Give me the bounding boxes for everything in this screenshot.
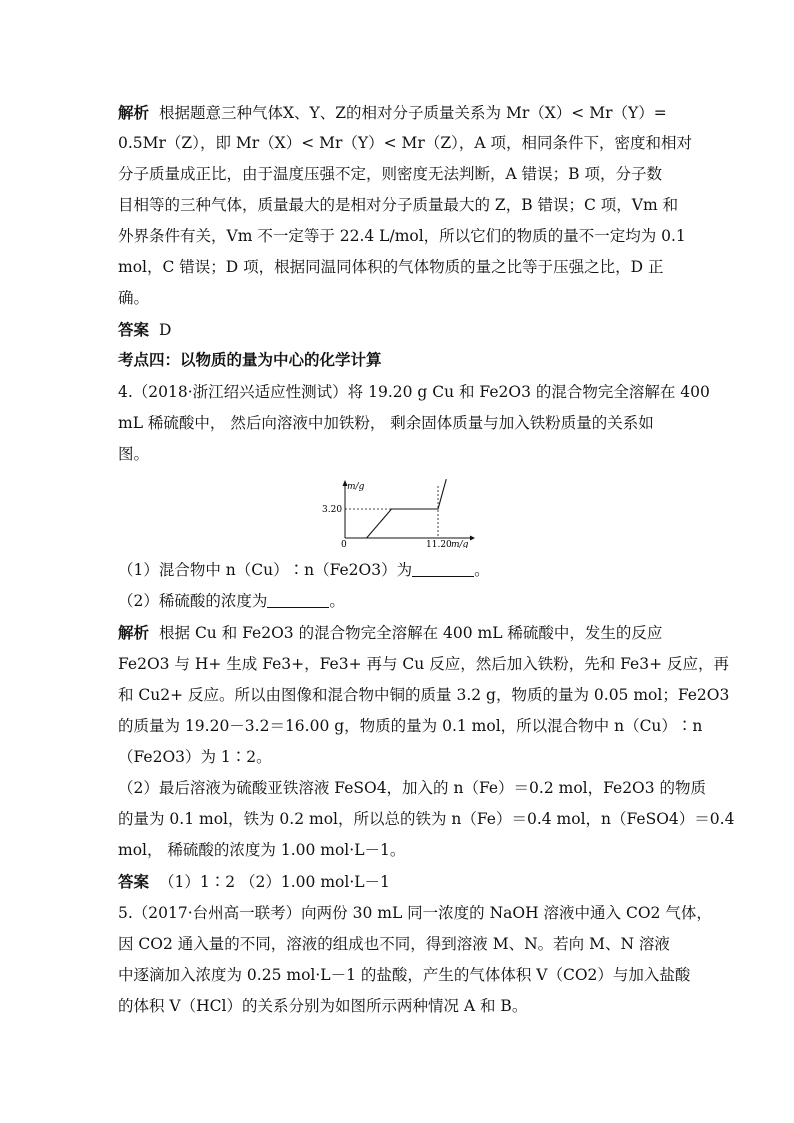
question-5-line-1: 5.（2017·台州高一联考）向两份 30 mL 同一浓度的 NaOH 溶液中通入 CO2 气体， [118,904,712,922]
answer-4: 答案 （1）1∶2 （2）1.00 mol·L－1 [118,872,390,891]
answer-label: 答案 [118,320,150,339]
analysis-line-3: 分子质量成正比，由于温度压强不定，则密度无法判断，A 错误；B 项，分子数 [118,165,662,183]
analysis-4-line-3: 和 Cu2+ 反应。所以由图像和混合物中铜的质量 3.2 g，物质的量为 0.05 mol；Fe2O3 [118,686,730,704]
analysis-line-5: 外界条件有关，Vm 不一定等于 22.4 L/mol，所以它们的物质的量不一定均为 0.1 [118,227,686,245]
analysis-4-line-8: mol， 稀硫酸的浓度为 1.00 mol·L－1。 [118,841,406,859]
origin-label: 0 [341,540,347,548]
analysis-line-2: 0.5Mr（Z），即 Mr（X）< Mr（Y）< Mr（Z），A 项，相同条件下，密度和相对 [118,134,692,152]
analysis-line-4: 目相等的三种气体，质量最大的是相对分子质量最大的 Z，B 错误；C 项，Vm 和 [118,196,679,214]
answer-blank-2[interactable] [267,593,329,608]
question-5-line-4: 的体积 V（HCl）的关系分别为如图所示两种情况 A 和 B。 [118,997,528,1015]
analysis-4-line-4: 的质量为 19.20－3.2＝16.00 g，物质的量为 0.1 mol，所以混合物中 n（Cu）∶n [118,717,703,735]
analysis-line-1: 解析 根据题意三种气体X、Y、Z的相对分子质量关系为 Mr（X）< Mr（Y）= [118,103,667,122]
analysis-4-line-6: （2）最后溶液为硫酸亚铁溶液 FeSO4，加入的 n（Fe）＝0.2 mol，Fe2O3 的物质 [118,779,707,797]
sub-question-4-1: （1）混合物中 n（Cu）∶n（Fe2O3）为 。 [118,561,490,579]
x-axis-arrow [470,536,475,541]
question-4-line-1: 4.（2018·浙江绍兴适应性测试）将 19.20 g Cu 和 Fe2O3 的混合物完全溶解在 400 [118,383,710,401]
question-5-line-2: 因 CO2 通入量的不同，溶液的组成也不同，得到溶液 M、N。若向 M、N 溶液 [118,935,670,953]
x-axis-label: m/g [451,540,469,548]
question-4-line-2: mL 稀硫酸中， 然后向溶液中加铁粉， 剩余固体质量与加入铁粉质量的关系如 [118,414,654,432]
answer-1: 答案 D [118,320,172,339]
y-axis-label: m/g [347,482,365,492]
sub-question-4-2: （2）稀硫酸的浓度为 。 [118,592,345,610]
analysis-4-line-5: （Fe2O3）为 1∶2。 [118,748,272,766]
mass-graph [320,478,480,548]
analysis-line-7: 确。 [118,289,150,307]
analysis-4-line-7: 的量为 0.1 mol，铁为 0.2 mol，所以总的铁为 n（Fe）＝0.4 mol，n（FeSO4）＝0.4 [118,810,735,828]
analysis-line-6: mol，C 错误；D 项，根据同温同体积的气体物质的量之比等于压强之比，D 正 [118,258,664,276]
analysis-4-line-2: Fe2O3 与 H+ 生成 Fe3+，Fe3+ 再与 Cu 反应，然后加入铁粉，先和 Fe3+ 反应，再 [118,655,729,673]
question-4-line-3: 图。 [118,445,150,463]
analysis-4-line-1: 解析 根据 Cu 和 Fe2O3 的混合物完全溶解在 400 mL 稀硫酸中，发生的反应 [118,623,663,642]
y-tick-label: 3.20 [322,505,343,515]
analysis-label: 解析 [118,103,150,122]
answer-blank-1[interactable] [412,562,474,577]
x-tick-label: 11.20 [426,540,452,548]
section-4-title: 考点四：以物质的量为中心的化学计算 [118,350,382,369]
question-5-line-3: 中逐滴加入浓度为 0.25 mol·L－1 的盐酸，产生的气体体积 V（CO2）与加入盐酸 [118,966,691,984]
